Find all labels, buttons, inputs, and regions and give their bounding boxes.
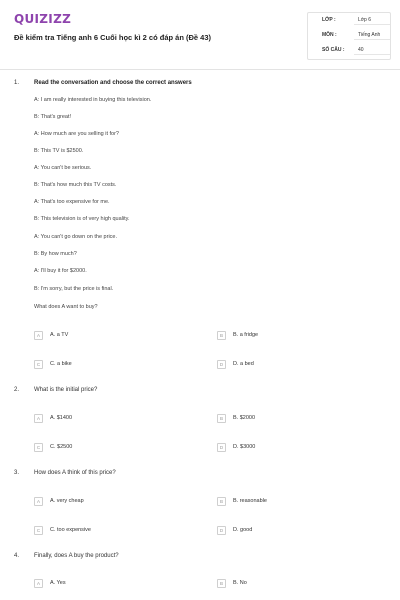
question-prompt: Finally, does A buy the product? [34,553,119,559]
info-line [354,54,390,55]
info-line [354,24,390,25]
conversation-line: A: How much are you selling it for? [34,131,119,137]
option-text: B. reasonable [233,498,267,504]
question-number: 4. [14,553,20,559]
option-letter-box: A [34,497,43,506]
conversation-line: A: You can't be serious. [34,165,92,171]
conversation-line: B: That's how much this TV costs. [34,182,117,188]
conversation-line: B: This TV is $2500. [34,148,84,154]
info-value: Lớp 6 [358,17,372,23]
option-text: D. a bed [233,361,254,367]
question-number: 3. [14,470,20,476]
conversation-line: A: I'll buy it for $2000. [34,268,87,274]
option-text: A. a TV [50,332,69,338]
option-text: A. very cheap [50,498,84,504]
option-text: A. $1400 [50,415,73,421]
option-letter-box: C [34,526,43,535]
info-label: LỚP : [322,17,336,23]
option-letter-box: A [34,414,43,423]
option-letter-box: B [217,579,226,588]
option-text: D. good [233,527,253,533]
info-label: SỐ CÂU : [322,47,345,53]
option-letter-box: B [217,497,226,506]
info-row-subject [316,32,392,42]
conversation-line: A: That's too expensive for me. [34,199,110,205]
question-prompt: Read the conversation and choose the correct answers [34,80,192,86]
conversation-line: A: You can't go down on the price. [34,234,117,240]
option-text: B. a fridge [233,332,259,338]
conversation-line: A: I am really interested in buying this television. [34,97,152,103]
option-text: C. too expensive [50,527,91,533]
option-letter-box: B [217,331,226,340]
question-subprompt: What does A want to buy? [34,304,98,310]
document-title: Đề kiểm tra Tiếng anh 6 Cuối học kì 2 có đáp án (Đề 43) [14,33,211,42]
option-text: A. Yes [50,580,66,586]
conversation-line: B: This television is of very high quality. [34,216,130,222]
option-letter-box: D [217,526,226,535]
quizizz-logo: QUIZIZZ [14,12,72,26]
question-prompt: How does A think of this price? [34,470,116,476]
option-text: B. No [233,580,247,586]
info-line [354,39,390,40]
info-value: Tiếng Anh [358,32,381,38]
conversation-line: B: By how much? [34,251,77,257]
worksheet-header [0,0,400,70]
option-letter-box: C [34,360,43,369]
conversation-line: B: That's great! [34,114,72,120]
option-letter-box: D [217,360,226,369]
info-box [307,12,391,60]
option-text: C. a bike [50,361,72,367]
option-letter-box: D [217,443,226,452]
info-row-class [316,17,392,27]
option-letter-box: C [34,443,43,452]
question-number: 1. [14,80,20,86]
question-number: 2. [14,387,20,393]
info-value: 40 [358,47,364,53]
conversation-line: B: I'm sorry, but the price is final. [34,286,114,292]
option-text: C. $2500 [50,444,73,450]
option-letter-box: A [34,579,43,588]
info-label: MÔN : [322,32,337,38]
info-row-count [316,47,392,57]
option-text: D. $3000 [233,444,256,450]
option-letter-box: A [34,331,43,340]
question-prompt: What is the initial price? [34,387,98,393]
option-text: B. $2000 [233,415,256,421]
option-letter-box: B [217,414,226,423]
